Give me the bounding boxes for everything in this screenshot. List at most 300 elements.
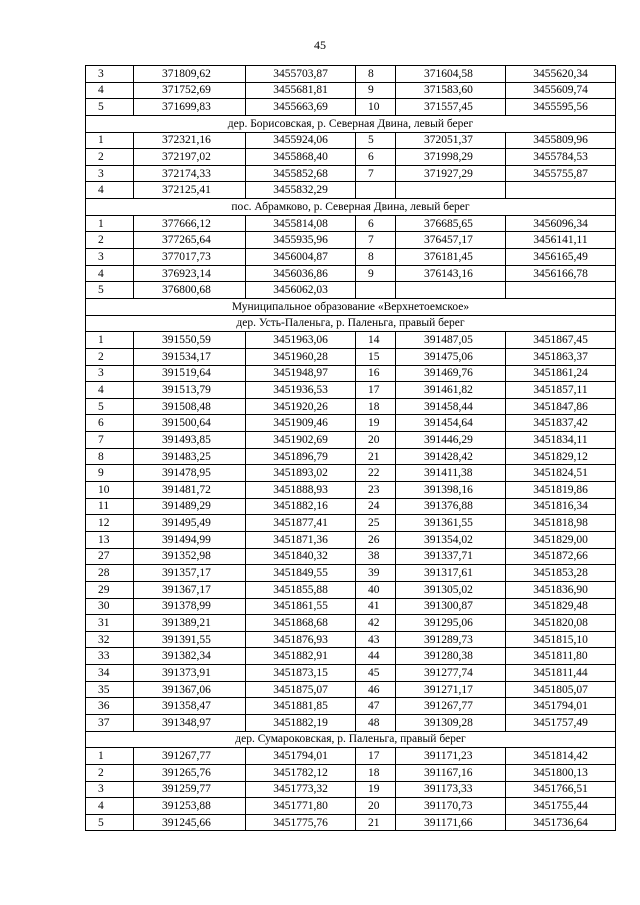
x-coordinate-cell: 391309,28 bbox=[396, 714, 506, 731]
x-coordinate-cell: 391378,99 bbox=[134, 598, 246, 615]
x-coordinate-cell: 376181,45 bbox=[396, 249, 506, 266]
x-coordinate-cell: 391519,64 bbox=[134, 365, 246, 382]
point-number-cell: 26 bbox=[356, 531, 396, 548]
x-coordinate-cell: 372174,33 bbox=[134, 165, 246, 182]
table-row bbox=[86, 515, 616, 532]
x-coordinate-cell: 391352,98 bbox=[134, 548, 246, 565]
point-number-cell: 2 bbox=[86, 348, 134, 365]
table-row bbox=[86, 415, 616, 432]
y-coordinate-cell: 3451782,12 bbox=[246, 764, 356, 781]
point-number-cell: 1 bbox=[86, 132, 134, 149]
y-coordinate-cell: 3455703,87 bbox=[246, 66, 356, 83]
section-heading: дер. Борисовская, р. Северная Двина, левый берег bbox=[86, 115, 616, 132]
point-number-cell: 20 bbox=[356, 798, 396, 815]
point-number-cell: 8 bbox=[356, 249, 396, 266]
y-coordinate-cell: 3451819,86 bbox=[506, 482, 616, 499]
point-number-cell: 44 bbox=[356, 648, 396, 665]
y-coordinate-cell: 3451896,79 bbox=[246, 448, 356, 465]
y-coordinate-cell: 3451902,69 bbox=[246, 432, 356, 449]
point-number-cell: 6 bbox=[86, 415, 134, 432]
x-coordinate-cell: 391446,29 bbox=[396, 432, 506, 449]
point-number-cell: 19 bbox=[356, 415, 396, 432]
x-coordinate-cell: 391170,73 bbox=[396, 798, 506, 815]
x-coordinate-cell: 391489,29 bbox=[134, 498, 246, 515]
point-number-cell: 22 bbox=[356, 465, 396, 482]
point-number-cell: 1 bbox=[86, 332, 134, 349]
point-number-cell: 33 bbox=[86, 648, 134, 665]
x-coordinate-cell: 376685,65 bbox=[396, 215, 506, 232]
y-coordinate-cell: 3451834,11 bbox=[506, 432, 616, 449]
y-coordinate-cell: 3451794,01 bbox=[246, 748, 356, 765]
x-coordinate-cell: 391295,06 bbox=[396, 615, 506, 632]
table-row bbox=[86, 764, 616, 781]
table-row bbox=[86, 714, 616, 731]
x-coordinate-cell: 391550,59 bbox=[134, 332, 246, 349]
y-coordinate-cell: 3456062,03 bbox=[246, 282, 356, 299]
section-heading: Муниципальное образование «Верхнетоемское» bbox=[86, 298, 616, 315]
y-coordinate-cell: 3451963,06 bbox=[246, 332, 356, 349]
table-row bbox=[86, 265, 616, 282]
point-number-cell: 21 bbox=[356, 448, 396, 465]
table-row bbox=[86, 82, 616, 99]
x-coordinate-cell: 376923,14 bbox=[134, 265, 246, 282]
y-coordinate-cell: 3451867,45 bbox=[506, 332, 616, 349]
section-heading-row bbox=[86, 315, 616, 332]
point-number-cell: 2 bbox=[86, 149, 134, 166]
x-coordinate-cell: 371557,45 bbox=[396, 99, 506, 116]
x-coordinate-cell: 391171,23 bbox=[396, 748, 506, 765]
table-row bbox=[86, 282, 616, 299]
x-coordinate-cell: 391367,06 bbox=[134, 681, 246, 698]
x-coordinate-cell: 372197,02 bbox=[134, 149, 246, 166]
x-coordinate-cell: 391253,88 bbox=[134, 798, 246, 815]
table-row bbox=[86, 648, 616, 665]
point-number-cell: 4 bbox=[86, 182, 134, 199]
point-number-cell: 13 bbox=[86, 531, 134, 548]
x-coordinate-cell: 371699,83 bbox=[134, 99, 246, 116]
y-coordinate-cell: 3456004,87 bbox=[246, 249, 356, 266]
x-coordinate-cell: 391487,05 bbox=[396, 332, 506, 349]
point-number-cell: 9 bbox=[356, 82, 396, 99]
y-coordinate-cell: 3451829,48 bbox=[506, 598, 616, 615]
point-number-cell: 17 bbox=[356, 748, 396, 765]
x-coordinate-cell: 372125,41 bbox=[134, 182, 246, 199]
point-number-cell: 18 bbox=[356, 398, 396, 415]
point-number-cell: 30 bbox=[86, 598, 134, 615]
y-coordinate-cell: 3451853,28 bbox=[506, 565, 616, 582]
x-coordinate-cell: 391300,87 bbox=[396, 598, 506, 615]
y-coordinate-cell: 3451847,86 bbox=[506, 398, 616, 415]
point-number-cell: 4 bbox=[86, 265, 134, 282]
table-row bbox=[86, 548, 616, 565]
y-coordinate-cell: 3451766,51 bbox=[506, 781, 616, 798]
y-coordinate-cell: 3451771,80 bbox=[246, 798, 356, 815]
point-number-cell: 10 bbox=[356, 99, 396, 116]
table-row bbox=[86, 698, 616, 715]
x-coordinate-cell: 391508,48 bbox=[134, 398, 246, 415]
point-number-cell: 31 bbox=[86, 615, 134, 632]
point-number-cell: 5 bbox=[86, 814, 134, 831]
y-coordinate-cell: 3451876,93 bbox=[246, 631, 356, 648]
table-row bbox=[86, 132, 616, 149]
x-coordinate-cell: 391354,02 bbox=[396, 531, 506, 548]
y-coordinate-cell: 3456166,78 bbox=[506, 265, 616, 282]
table-row bbox=[86, 465, 616, 482]
x-coordinate-cell: 391289,73 bbox=[396, 631, 506, 648]
point-number-cell: 4 bbox=[86, 382, 134, 399]
x-coordinate-cell: 391458,44 bbox=[396, 398, 506, 415]
y-coordinate-cell: 3456096,34 bbox=[506, 215, 616, 232]
point-number-cell: 43 bbox=[356, 631, 396, 648]
point-number-cell: 9 bbox=[356, 265, 396, 282]
y-coordinate-cell: 3451909,46 bbox=[246, 415, 356, 432]
x-coordinate-cell: 391483,25 bbox=[134, 448, 246, 465]
x-coordinate-cell: 377666,12 bbox=[134, 215, 246, 232]
point-number-cell: 34 bbox=[86, 665, 134, 682]
y-coordinate-cell: 3451773,32 bbox=[246, 781, 356, 798]
point-number-cell: 4 bbox=[86, 798, 134, 815]
point-number-cell: 1 bbox=[86, 215, 134, 232]
y-coordinate-cell: 3451861,24 bbox=[506, 365, 616, 382]
point-number-cell: 8 bbox=[356, 66, 396, 83]
y-coordinate-cell: 3451849,55 bbox=[246, 565, 356, 582]
coordinates-table bbox=[85, 65, 616, 831]
y-coordinate-cell bbox=[506, 182, 616, 199]
point-number-cell: 24 bbox=[356, 498, 396, 515]
x-coordinate-cell: 391389,21 bbox=[134, 615, 246, 632]
point-number-cell: 5 bbox=[86, 99, 134, 116]
y-coordinate-cell: 3451837,42 bbox=[506, 415, 616, 432]
point-number-cell: 5 bbox=[86, 398, 134, 415]
x-coordinate-cell: 391337,71 bbox=[396, 548, 506, 565]
x-coordinate-cell: 391428,42 bbox=[396, 448, 506, 465]
y-coordinate-cell bbox=[506, 282, 616, 299]
y-coordinate-cell: 3455832,29 bbox=[246, 182, 356, 199]
y-coordinate-cell: 3451873,15 bbox=[246, 665, 356, 682]
x-coordinate-cell: 391245,66 bbox=[134, 814, 246, 831]
y-coordinate-cell: 3451936,53 bbox=[246, 382, 356, 399]
x-coordinate-cell: 371604,58 bbox=[396, 66, 506, 83]
table-row bbox=[86, 249, 616, 266]
x-coordinate-cell: 391267,77 bbox=[134, 748, 246, 765]
x-coordinate-cell: 391382,34 bbox=[134, 648, 246, 665]
table-row bbox=[86, 332, 616, 349]
point-number-cell: 5 bbox=[86, 282, 134, 299]
point-number-cell: 27 bbox=[86, 548, 134, 565]
y-coordinate-cell: 3451960,28 bbox=[246, 348, 356, 365]
x-coordinate-cell: 391167,16 bbox=[396, 764, 506, 781]
table-row bbox=[86, 781, 616, 798]
x-coordinate-cell bbox=[396, 282, 506, 299]
table-row bbox=[86, 498, 616, 515]
y-coordinate-cell: 3455595,56 bbox=[506, 99, 616, 116]
point-number-cell: 3 bbox=[86, 66, 134, 83]
x-coordinate-cell: 372051,37 bbox=[396, 132, 506, 149]
point-number-cell: 14 bbox=[356, 332, 396, 349]
x-coordinate-cell: 377017,73 bbox=[134, 249, 246, 266]
x-coordinate-cell: 376457,17 bbox=[396, 232, 506, 249]
point-number-cell: 8 bbox=[86, 448, 134, 465]
point-number-cell: 17 bbox=[356, 382, 396, 399]
y-coordinate-cell: 3451794,01 bbox=[506, 698, 616, 715]
point-number-cell: 15 bbox=[356, 348, 396, 365]
x-coordinate-cell: 391358,47 bbox=[134, 698, 246, 715]
table-row bbox=[86, 398, 616, 415]
table-row bbox=[86, 615, 616, 632]
x-coordinate-cell: 376143,16 bbox=[396, 265, 506, 282]
y-coordinate-cell: 3451893,02 bbox=[246, 465, 356, 482]
y-coordinate-cell: 3451836,90 bbox=[506, 581, 616, 598]
point-number-cell: 7 bbox=[356, 232, 396, 249]
table-row bbox=[86, 232, 616, 249]
y-coordinate-cell: 3456036,86 bbox=[246, 265, 356, 282]
point-number-cell: 39 bbox=[356, 565, 396, 582]
point-number-cell: 5 bbox=[356, 132, 396, 149]
section-heading: пос. Абрамково, р. Северная Двина, левый берег bbox=[86, 199, 616, 216]
x-coordinate-cell: 371809,62 bbox=[134, 66, 246, 83]
table-row bbox=[86, 565, 616, 582]
x-coordinate-cell: 391373,91 bbox=[134, 665, 246, 682]
x-coordinate-cell: 391259,77 bbox=[134, 781, 246, 798]
y-coordinate-cell: 3451872,66 bbox=[506, 548, 616, 565]
x-coordinate-cell: 391411,38 bbox=[396, 465, 506, 482]
point-number-cell: 10 bbox=[86, 482, 134, 499]
x-coordinate-cell: 391361,55 bbox=[396, 515, 506, 532]
section-heading-row bbox=[86, 731, 616, 748]
x-coordinate-cell: 391513,79 bbox=[134, 382, 246, 399]
y-coordinate-cell: 3451920,26 bbox=[246, 398, 356, 415]
y-coordinate-cell: 3451757,49 bbox=[506, 714, 616, 731]
y-coordinate-cell: 3456165,49 bbox=[506, 249, 616, 266]
point-number-cell: 20 bbox=[356, 432, 396, 449]
x-coordinate-cell: 391173,33 bbox=[396, 781, 506, 798]
x-coordinate-cell: 371998,29 bbox=[396, 149, 506, 166]
x-coordinate-cell bbox=[396, 182, 506, 199]
table-row bbox=[86, 365, 616, 382]
y-coordinate-cell: 3455935,96 bbox=[246, 232, 356, 249]
x-coordinate-cell: 391493,85 bbox=[134, 432, 246, 449]
x-coordinate-cell: 391481,72 bbox=[134, 482, 246, 499]
y-coordinate-cell: 3451868,68 bbox=[246, 615, 356, 632]
table-row bbox=[86, 581, 616, 598]
y-coordinate-cell: 3451829,12 bbox=[506, 448, 616, 465]
x-coordinate-cell: 391171,66 bbox=[396, 814, 506, 831]
table-row bbox=[86, 482, 616, 499]
table-row bbox=[86, 531, 616, 548]
y-coordinate-cell: 3451882,16 bbox=[246, 498, 356, 515]
point-number-cell: 18 bbox=[356, 764, 396, 781]
point-number-cell: 11 bbox=[86, 498, 134, 515]
y-coordinate-cell: 3451882,19 bbox=[246, 714, 356, 731]
y-coordinate-cell: 3451875,07 bbox=[246, 681, 356, 698]
x-coordinate-cell: 391391,55 bbox=[134, 631, 246, 648]
y-coordinate-cell: 3451824,51 bbox=[506, 465, 616, 482]
point-number-cell: 38 bbox=[356, 548, 396, 565]
x-coordinate-cell: 391398,16 bbox=[396, 482, 506, 499]
y-coordinate-cell: 3451814,42 bbox=[506, 748, 616, 765]
point-number-cell: 32 bbox=[86, 631, 134, 648]
section-heading: дер. Усть-Паленьга, р. Паленьга, правый берег bbox=[86, 315, 616, 332]
y-coordinate-cell: 3455852,68 bbox=[246, 165, 356, 182]
x-coordinate-cell: 391305,02 bbox=[396, 581, 506, 598]
x-coordinate-cell: 391475,06 bbox=[396, 348, 506, 365]
y-coordinate-cell: 3451818,98 bbox=[506, 515, 616, 532]
x-coordinate-cell: 391500,64 bbox=[134, 415, 246, 432]
x-coordinate-cell: 371752,69 bbox=[134, 82, 246, 99]
x-coordinate-cell: 391534,17 bbox=[134, 348, 246, 365]
x-coordinate-cell: 391267,77 bbox=[396, 698, 506, 715]
point-number-cell: 7 bbox=[86, 432, 134, 449]
x-coordinate-cell: 372321,16 bbox=[134, 132, 246, 149]
y-coordinate-cell: 3451811,80 bbox=[506, 648, 616, 665]
y-coordinate-cell: 3451829,00 bbox=[506, 531, 616, 548]
point-number-cell: 23 bbox=[356, 482, 396, 499]
point-number-cell: 1 bbox=[86, 748, 134, 765]
y-coordinate-cell: 3451775,76 bbox=[246, 814, 356, 831]
table-row bbox=[86, 631, 616, 648]
y-coordinate-cell: 3455809,96 bbox=[506, 132, 616, 149]
table-row bbox=[86, 99, 616, 116]
y-coordinate-cell: 3451857,11 bbox=[506, 382, 616, 399]
point-number-cell: 6 bbox=[356, 215, 396, 232]
y-coordinate-cell: 3451815,10 bbox=[506, 631, 616, 648]
y-coordinate-cell: 3456141,11 bbox=[506, 232, 616, 249]
section-heading: дер. Сумароковская, р. Паленьга, правый берег bbox=[86, 731, 616, 748]
y-coordinate-cell: 3455609,74 bbox=[506, 82, 616, 99]
y-coordinate-cell: 3455814,08 bbox=[246, 215, 356, 232]
y-coordinate-cell: 3451755,44 bbox=[506, 798, 616, 815]
y-coordinate-cell: 3455663,69 bbox=[246, 99, 356, 116]
y-coordinate-cell: 3451736,64 bbox=[506, 814, 616, 831]
x-coordinate-cell: 371583,60 bbox=[396, 82, 506, 99]
x-coordinate-cell: 391461,82 bbox=[396, 382, 506, 399]
y-coordinate-cell: 3455924,06 bbox=[246, 132, 356, 149]
y-coordinate-cell: 3455755,87 bbox=[506, 165, 616, 182]
table-row bbox=[86, 681, 616, 698]
x-coordinate-cell: 391317,61 bbox=[396, 565, 506, 582]
section-heading-row bbox=[86, 199, 616, 216]
table-row bbox=[86, 66, 616, 83]
point-number-cell: 19 bbox=[356, 781, 396, 798]
point-number-cell: 3 bbox=[86, 365, 134, 382]
point-number-cell: 28 bbox=[86, 565, 134, 582]
point-number-cell: 16 bbox=[356, 365, 396, 382]
y-coordinate-cell: 3455784,53 bbox=[506, 149, 616, 166]
page-number: 45 bbox=[314, 38, 326, 52]
x-coordinate-cell: 391271,17 bbox=[396, 681, 506, 698]
y-coordinate-cell: 3455620,34 bbox=[506, 66, 616, 83]
point-number-cell: 37 bbox=[86, 714, 134, 731]
point-number-cell: 47 bbox=[356, 698, 396, 715]
point-number-cell: 46 bbox=[356, 681, 396, 698]
y-coordinate-cell: 3451861,55 bbox=[246, 598, 356, 615]
point-number-cell: 21 bbox=[356, 814, 396, 831]
x-coordinate-cell: 391357,17 bbox=[134, 565, 246, 582]
point-number-cell: 48 bbox=[356, 714, 396, 731]
y-coordinate-cell: 3451855,88 bbox=[246, 581, 356, 598]
y-coordinate-cell: 3455868,40 bbox=[246, 149, 356, 166]
x-coordinate-cell: 391367,17 bbox=[134, 581, 246, 598]
table-row bbox=[86, 432, 616, 449]
point-number-cell: 2 bbox=[86, 232, 134, 249]
y-coordinate-cell: 3451888,93 bbox=[246, 482, 356, 499]
x-coordinate-cell: 391277,74 bbox=[396, 665, 506, 682]
y-coordinate-cell: 3451871,36 bbox=[246, 531, 356, 548]
y-coordinate-cell: 3451881,85 bbox=[246, 698, 356, 715]
x-coordinate-cell: 391495,49 bbox=[134, 515, 246, 532]
point-number-cell: 40 bbox=[356, 581, 396, 598]
x-coordinate-cell: 391376,88 bbox=[396, 498, 506, 515]
point-number-cell: 25 bbox=[356, 515, 396, 532]
table-row bbox=[86, 665, 616, 682]
x-coordinate-cell: 391265,76 bbox=[134, 764, 246, 781]
x-coordinate-cell: 371927,29 bbox=[396, 165, 506, 182]
point-number-cell: 35 bbox=[86, 681, 134, 698]
point-number-cell: 12 bbox=[86, 515, 134, 532]
table-row bbox=[86, 798, 616, 815]
point-number-cell: 45 bbox=[356, 665, 396, 682]
coordinates-table-body bbox=[86, 66, 616, 831]
x-coordinate-cell: 391454,64 bbox=[396, 415, 506, 432]
point-number-cell: 42 bbox=[356, 615, 396, 632]
y-coordinate-cell: 3451800,13 bbox=[506, 764, 616, 781]
table-row bbox=[86, 215, 616, 232]
point-number-cell: 9 bbox=[86, 465, 134, 482]
table-row bbox=[86, 348, 616, 365]
x-coordinate-cell: 391348,97 bbox=[134, 714, 246, 731]
y-coordinate-cell: 3451811,44 bbox=[506, 665, 616, 682]
table-row bbox=[86, 382, 616, 399]
section-heading-row bbox=[86, 115, 616, 132]
point-number-cell: 2 bbox=[86, 764, 134, 781]
point-number-cell: 41 bbox=[356, 598, 396, 615]
point-number-cell: 6 bbox=[356, 149, 396, 166]
table-row bbox=[86, 182, 616, 199]
y-coordinate-cell: 3451882,91 bbox=[246, 648, 356, 665]
x-coordinate-cell: 377265,64 bbox=[134, 232, 246, 249]
point-number-cell bbox=[356, 282, 396, 299]
point-number-cell: 3 bbox=[86, 781, 134, 798]
point-number-cell: 29 bbox=[86, 581, 134, 598]
point-number-cell: 36 bbox=[86, 698, 134, 715]
table-row bbox=[86, 814, 616, 831]
y-coordinate-cell: 3451948,97 bbox=[246, 365, 356, 382]
section-heading-row bbox=[86, 298, 616, 315]
x-coordinate-cell: 391469,76 bbox=[396, 365, 506, 382]
y-coordinate-cell: 3451816,34 bbox=[506, 498, 616, 515]
point-number-cell: 7 bbox=[356, 165, 396, 182]
y-coordinate-cell: 3451805,07 bbox=[506, 681, 616, 698]
point-number-cell: 3 bbox=[86, 165, 134, 182]
x-coordinate-cell: 376800,68 bbox=[134, 282, 246, 299]
table-row bbox=[86, 598, 616, 615]
point-number-cell bbox=[356, 182, 396, 199]
y-coordinate-cell: 3451877,41 bbox=[246, 515, 356, 532]
table-row bbox=[86, 748, 616, 765]
point-number-cell: 4 bbox=[86, 82, 134, 99]
table-row bbox=[86, 448, 616, 465]
x-coordinate-cell: 391478,95 bbox=[134, 465, 246, 482]
point-number-cell: 3 bbox=[86, 249, 134, 266]
y-coordinate-cell: 3455681,81 bbox=[246, 82, 356, 99]
x-coordinate-cell: 391494,99 bbox=[134, 531, 246, 548]
y-coordinate-cell: 3451863,37 bbox=[506, 348, 616, 365]
x-coordinate-cell: 391280,38 bbox=[396, 648, 506, 665]
table-row bbox=[86, 165, 616, 182]
y-coordinate-cell: 3451820,08 bbox=[506, 615, 616, 632]
table-row bbox=[86, 149, 616, 166]
y-coordinate-cell: 3451840,32 bbox=[246, 548, 356, 565]
